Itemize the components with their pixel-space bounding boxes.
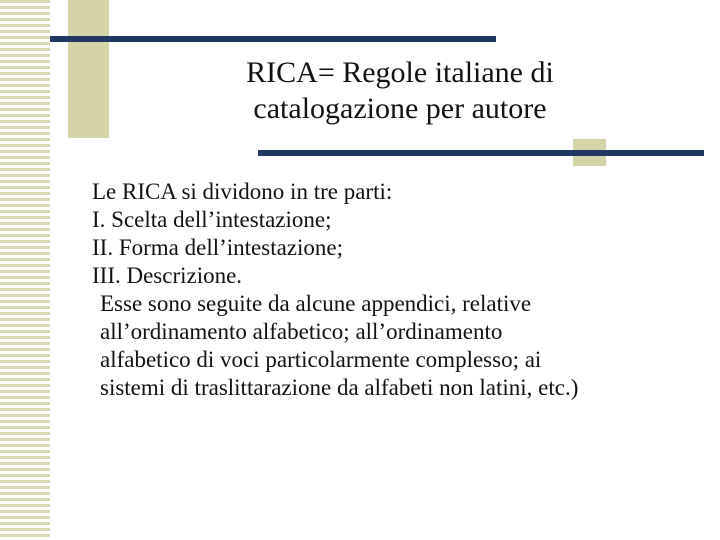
slide-body bbox=[92, 178, 692, 402]
slide-title-line-1: RICA= Regole italiane di bbox=[246, 56, 554, 89]
intro-text: Le RICA si dividono in tre parti: bbox=[92, 179, 393, 204]
part-item: I. Scelta dell’intestazione; bbox=[92, 207, 332, 232]
appendix-text-line: Esse sono seguite da alcune appendici, relative bbox=[100, 291, 532, 316]
slide-title bbox=[150, 55, 650, 127]
striped-left-border bbox=[0, 0, 50, 540]
part-item: III. Descrizione. bbox=[92, 263, 243, 288]
decorative-block-top bbox=[68, 0, 109, 138]
title-rule-bottom bbox=[258, 150, 704, 156]
appendix-text-line: alfabetico di voci particolarmente complesso; ai bbox=[100, 347, 542, 372]
slide-title-line-2: catalogazione per autore bbox=[253, 92, 547, 125]
appendix-text-line: sistemi di traslittarazione da alfabeti non latini, etc.) bbox=[100, 375, 579, 400]
appendix-text-line: all’ordinamento alfabetico; all’ordinamento bbox=[100, 319, 503, 344]
title-rule-top bbox=[50, 36, 496, 42]
part-item: II. Forma dell’intestazione; bbox=[92, 235, 344, 260]
